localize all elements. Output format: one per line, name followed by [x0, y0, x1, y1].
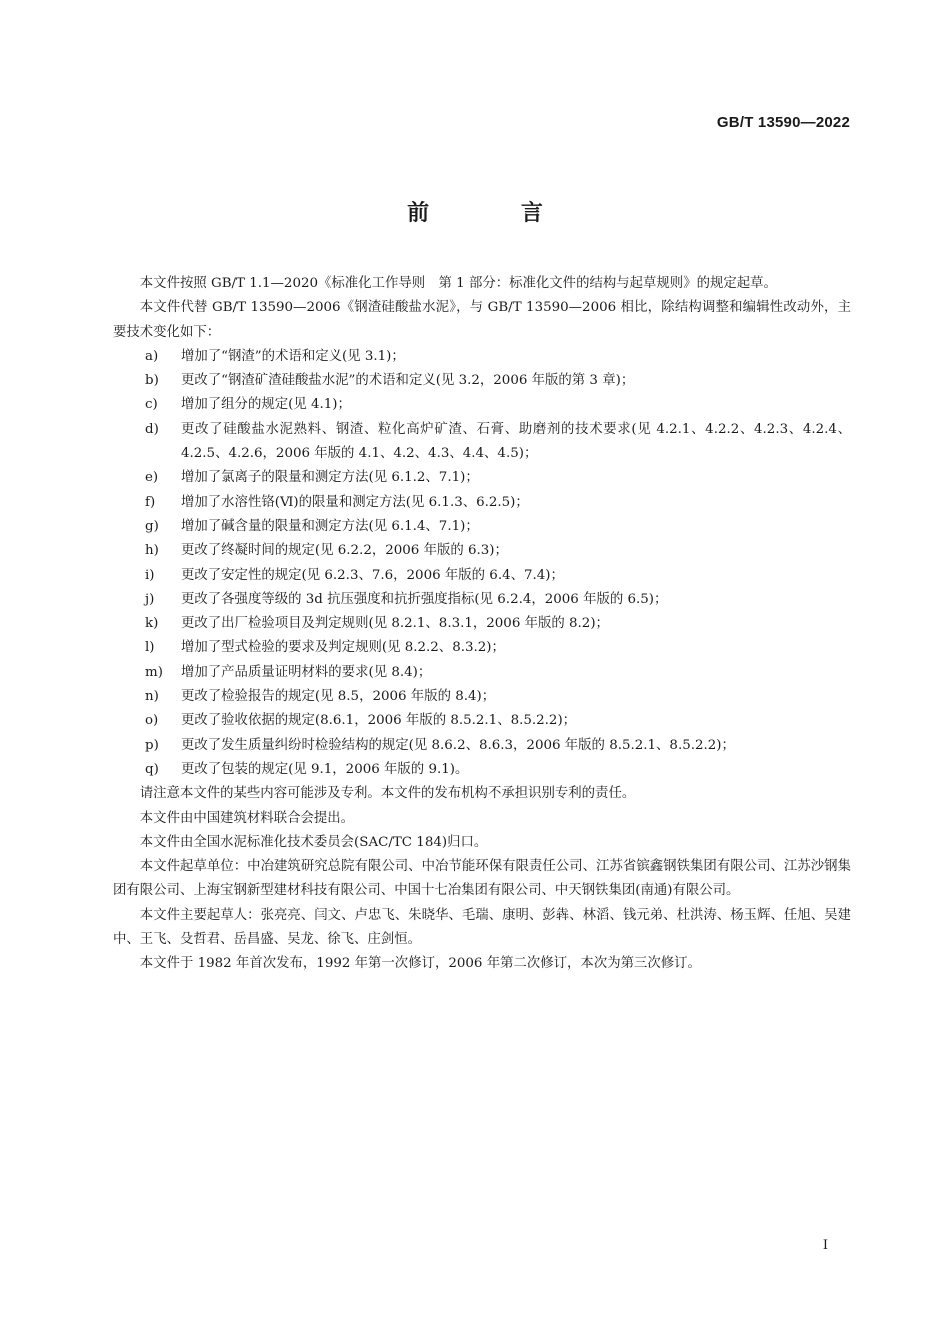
list-item-text: 增加了“钢渣”的术语和定义(见 3.1)；	[181, 348, 405, 364]
list-item	[113, 539, 851, 563]
list-item	[113, 393, 851, 417]
list-item-text: 更改了出厂检验项目及判定规则(见 8.2.1、8.3.1，2006 年版的 8.2)；	[181, 616, 609, 632]
page-number: I	[822, 1238, 828, 1253]
list-item	[113, 758, 851, 782]
list-item	[113, 709, 851, 733]
list-marker: o)	[145, 713, 159, 729]
list-item-text: 增加了碱含量的限量和测定方法(见 6.1.4、7.1)；	[181, 518, 479, 534]
list-item	[113, 685, 851, 709]
list-item-text: 更改了“钢渣矿渣硅酸盐水泥”的术语和定义(见 3.2，2006 年版的第 3 章)；	[181, 373, 635, 389]
proposer-statement: 本文件由中国建筑材料联合会提出。	[139, 810, 355, 826]
list-item-text: 更改了安定性的规定(见 6.2.3、7.6，2006 年版的 6.4、7.4)；	[181, 567, 564, 583]
list-item-text: 更改了终凝时间的规定(见 6.2.2，2006 年版的 6.3)；	[181, 543, 508, 559]
list-marker: e)	[145, 470, 159, 486]
list-item	[113, 661, 851, 685]
changes-list	[113, 345, 851, 782]
list-item	[113, 612, 851, 636]
list-marker: l)	[145, 640, 155, 656]
list-marker: d)	[145, 421, 159, 437]
committee-statement: 本文件由全国水泥标准化技术委员会(SAC/TC 184)归口。	[139, 834, 488, 850]
list-item-text: 更改了各强度等级的 3d 抗压强度和抗折强度指标(见 6.2.4，2006 年版的 6.5)；	[181, 591, 668, 607]
list-item-text: 更改了检验报告的规定(见 8.5，2006 年版的 8.4)；	[181, 689, 496, 705]
list-marker: f)	[145, 494, 156, 510]
list-marker: m)	[145, 664, 163, 680]
list-marker: c)	[145, 397, 158, 413]
page-title: 前 言	[407, 201, 585, 226]
patent-notice: 请注意本文件的某些内容可能涉及专利。本文件的发布机构不承担识别专利的责任。	[139, 786, 636, 802]
main-drafters: 本文件主要起草人：张亮亮、闫文、卢忠飞、朱晓华、毛瑞、康明、彭犇、林滔、钱元弟、杜洪涛、杨玉辉、任旭、吴建中、王飞、殳哲君、岳昌盛、吴龙、徐飞、庄剑恒。	[113, 907, 851, 948]
list-marker: b)	[145, 373, 159, 389]
standard-code: GB/T 13590—2022	[716, 114, 850, 131]
list-item-text: 更改了验收依据的规定(8.6.1，2006 年版的 8.5.2.1、8.5.2.2)；	[181, 713, 577, 729]
list-item	[113, 636, 851, 660]
list-item-text: 增加了组分的规定(见 4.1)；	[181, 397, 351, 413]
list-marker: k)	[145, 616, 159, 632]
revision-history: 本文件于 1982 年首次发布，1992 年第一次修订，2006 年第二次修订，本次为第三次修订。	[139, 956, 701, 972]
list-item-text: 更改了包装的规定(见 9.1，2006 年版的 9.1)。	[181, 761, 469, 777]
list-item	[113, 418, 851, 467]
intro-paragraph: 本文件按照 GB/T 1.1—2020《标准化工作导则 第 1 部分：标准化文件的结构与起草规则》的规定起草。	[139, 276, 777, 291]
list-marker: g)	[145, 518, 159, 534]
list-marker: h)	[145, 543, 159, 559]
list-marker: n)	[145, 689, 159, 705]
list-marker: i)	[145, 567, 155, 583]
list-item	[113, 588, 851, 612]
list-marker: p)	[145, 737, 159, 753]
list-item-text: 增加了型式检验的要求及判定规则(见 8.2.2、8.3.2)；	[181, 640, 505, 656]
list-item	[113, 734, 851, 758]
list-item-text: 增加了产品质量证明材料的要求(见 8.4)；	[181, 664, 432, 680]
list-item	[113, 491, 851, 515]
list-marker: a)	[145, 348, 159, 364]
list-item-text: 增加了水溶性铬(Ⅵ)的限量和测定方法(见 6.1.3、6.2.5)；	[181, 494, 529, 510]
list-marker: q)	[145, 761, 159, 777]
list-item	[113, 515, 851, 539]
list-item-text: 增加了氯离子的限量和测定方法(见 6.1.2、7.1)；	[181, 470, 479, 486]
list-item-text: 更改了发生质量纠纷时检验结构的规定(见 8.6.2、8.6.3，2006 年版的 8.5.2.1、8.5.2.2)；	[181, 737, 735, 753]
list-item	[113, 345, 851, 369]
list-item	[113, 369, 851, 393]
list-item-text: 更改了硅酸盐水泥熟料、钢渣、粒化高炉矿渣、石膏、助磨剂的技术要求(见 4.2.1、4.2.2、4.2.3、4.2.4、4.2.5、4.2.6，2006 年版的 4.1、4.2、4.3、4.4、4.5)；	[181, 421, 851, 462]
drafting-units: 本文件起草单位：中冶建筑研究总院有限公司、中冶节能环保有限责任公司、江苏省镔鑫钢铁集团有限公司、江苏沙钢集团有限公司、上海宝钢新型建材科技有限公司、中国十七冶集团有限公司、中天钢铁集团(南通)有限公司。	[113, 859, 851, 899]
document-body	[113, 272, 851, 977]
list-item	[113, 466, 851, 490]
list-item	[113, 564, 851, 588]
list-marker: j)	[145, 591, 155, 607]
intro-paragraph: 本文件代替 GB/T 13590—2006《钢渣硅酸盐水泥》，与 GB/T 13590—2006 相比，除结构调整和编辑性改动外，主要技术变化如下：	[113, 300, 851, 340]
